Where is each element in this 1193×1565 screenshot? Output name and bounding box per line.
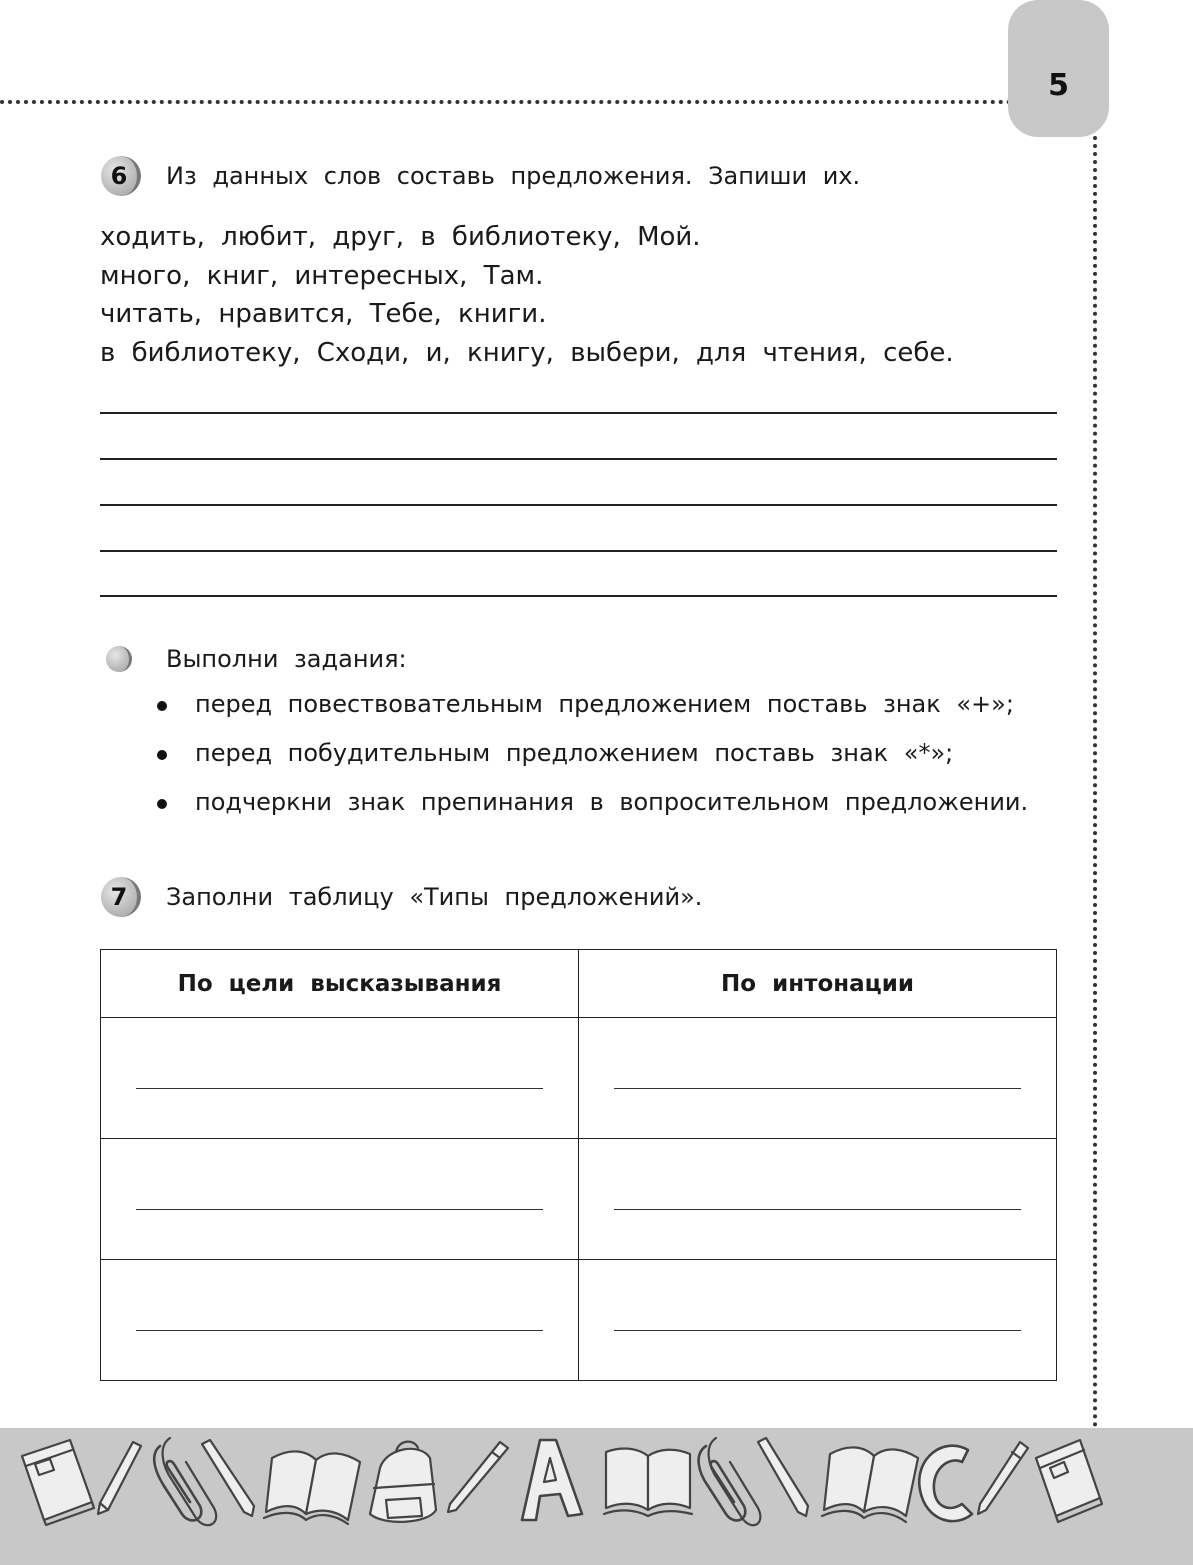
answer-blank[interactable] <box>136 1330 543 1331</box>
answer-blank[interactable] <box>614 1209 1021 1210</box>
pen-icon <box>448 1442 508 1512</box>
task-7-badge <box>101 877 147 917</box>
subtask-item <box>155 739 1028 788</box>
page-number: 5 <box>1048 68 1069 103</box>
bullet-icon <box>157 750 167 760</box>
dotted-divider-right <box>1093 136 1097 1428</box>
column-header-intonation: По интонации <box>579 950 1057 1018</box>
bullet-icon <box>157 701 167 711</box>
table-cell[interactable] <box>579 1139 1057 1260</box>
backpack-icon <box>370 1442 436 1522</box>
answer-line[interactable] <box>100 595 1057 597</box>
task-7-instruction: Заполни таблицу «Типы предложений». <box>166 883 703 911</box>
table-row <box>101 1260 1057 1381</box>
table-row <box>101 1018 1057 1139</box>
pencil-icon <box>98 1442 141 1514</box>
table-cell[interactable] <box>579 1260 1057 1381</box>
word-group: много, книг, интересных, Там. <box>100 260 544 291</box>
open-book-icon <box>604 1449 692 1516</box>
open-book-icon <box>264 1451 360 1524</box>
answer-blank[interactable] <box>136 1088 543 1089</box>
table-cell[interactable] <box>101 1018 579 1139</box>
task-6-badge <box>101 156 147 196</box>
answer-blank[interactable] <box>136 1209 543 1210</box>
subtask-item-text: перед повествовательным предложением поставь знак «+»; <box>195 690 1014 718</box>
subtask-instruction: Выполни задания: <box>166 645 407 673</box>
table-cell[interactable] <box>101 1260 579 1381</box>
footer-decoration <box>0 1428 1193 1565</box>
notebook-icon <box>1036 1440 1102 1522</box>
bullet-icon <box>157 799 167 809</box>
word-group: в библиотеку, Сходи, и, книгу, выбери, для чтения, себе. <box>100 337 954 368</box>
word-group: читать, нравится, Тебе, книги. <box>100 299 547 329</box>
notebook-icon <box>22 1440 94 1525</box>
answer-line[interactable] <box>100 412 1057 414</box>
task-7-number: 7 <box>101 877 141 917</box>
open-book-icon <box>822 1447 918 1522</box>
pen-icon <box>978 1442 1028 1514</box>
paperclip-icon <box>699 1438 761 1525</box>
subtask-item-text: перед побудительным предложением поставь знак «*»; <box>195 739 954 767</box>
answer-line[interactable] <box>100 550 1057 552</box>
dotted-divider-top <box>0 100 1012 104</box>
answer-line[interactable] <box>100 458 1057 460</box>
answer-line[interactable] <box>100 504 1057 506</box>
task-6-number: 6 <box>101 156 141 196</box>
answer-blank[interactable] <box>614 1088 1021 1089</box>
pencil-icon <box>758 1438 808 1516</box>
word-groups <box>100 218 954 372</box>
letter-a-icon <box>522 1440 582 1520</box>
sentence-types-table <box>100 949 1057 1381</box>
subtask-item-text: подчеркни знак препинания в вопросительном предложении. <box>195 788 1029 816</box>
table-row <box>101 1139 1057 1260</box>
pencil-icon <box>202 1440 254 1516</box>
table-header-row <box>101 950 1057 1018</box>
subtask-marker-circle <box>106 646 132 672</box>
table-cell[interactable] <box>101 1139 579 1260</box>
subtask-item <box>155 690 1028 739</box>
column-header-purpose: По цели высказывания <box>101 950 579 1018</box>
subtask-marker <box>106 646 136 672</box>
word-group: ходить, любит, друг, в библиотеку, Мой. <box>100 222 701 252</box>
subtask-list <box>155 690 1028 837</box>
letter-c-icon <box>919 1446 972 1521</box>
task-6-instruction: Из данных слов составь предложения. Запиши их. <box>166 162 861 190</box>
table-cell[interactable] <box>579 1018 1057 1139</box>
answer-blank[interactable] <box>614 1330 1021 1331</box>
subtask-item <box>155 788 1028 837</box>
